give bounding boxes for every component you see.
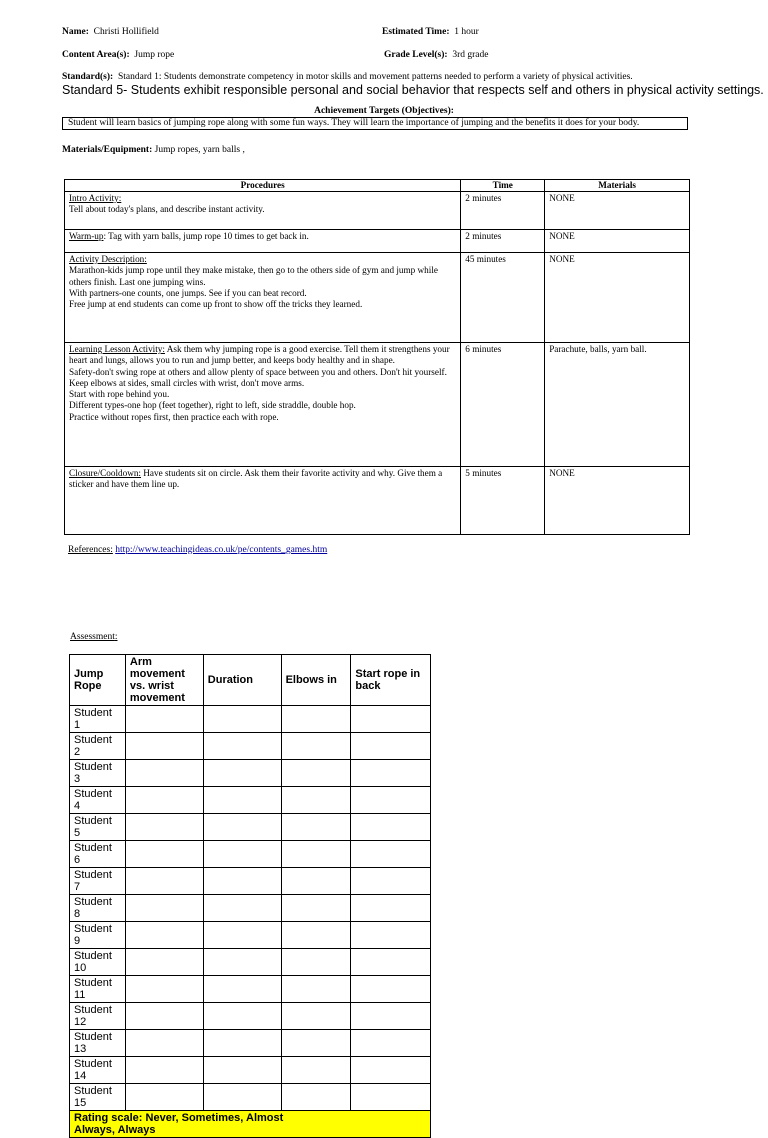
assessment-header-start-rope: Start rope in back (351, 655, 431, 706)
procedure-title: Warm-up (69, 231, 104, 241)
procedures-table (64, 179, 690, 535)
rating-cell[interactable] (203, 922, 281, 949)
rating-cell[interactable] (281, 922, 351, 949)
student-name: Student 3 (70, 760, 126, 787)
student-row (70, 976, 431, 1003)
assessment-header-duration: Duration (203, 655, 281, 706)
references-link[interactable]: http://www.teachingideas.co.uk/pe/contents_games.htm (115, 545, 328, 555)
student-name: Student 7 (70, 868, 126, 895)
procedure-row-warmup (65, 230, 690, 253)
procedure-title: Activity Description: (69, 254, 147, 264)
procedures-header: Procedures (65, 180, 461, 192)
procedure-text: Ask them why jumping rope is a good exercise. Tell them it strengthens your heart and lungs, allows you to run and jump better, and keeps body healthy and in shape. (69, 344, 450, 366)
rating-cell[interactable] (351, 1057, 431, 1084)
rating-cell[interactable] (351, 922, 431, 949)
student-row (70, 814, 431, 841)
student-row (70, 1030, 431, 1057)
rating-cell[interactable] (203, 706, 281, 733)
rating-cell[interactable] (125, 1003, 203, 1030)
time-header: Time (461, 180, 545, 192)
standards-line: Standard(s): Standard 1: Students demonstrate competency in motor skills and movement patterns needed to perform a variety of physical activities. (62, 72, 633, 82)
procedure-line: Tell about today's plans, and describe instant activity. (69, 204, 265, 215)
assessment-header-jump-rope: Jump Rope (70, 655, 126, 706)
rating-cell[interactable] (351, 760, 431, 787)
procedure-row-closure (65, 467, 690, 535)
procedure-line: Free jump at end students can come up front to show off the tricks they learned. (69, 299, 363, 310)
standard-1: Standard 1: Students demonstrate competency in motor skills and movement patterns needed to perform a variety of physical activities. (117, 72, 633, 82)
student-row (70, 841, 431, 868)
student-row (70, 760, 431, 787)
rating-cell[interactable] (281, 976, 351, 1003)
rating-cell[interactable] (351, 733, 431, 760)
rating-scale: Rating scale: Never, Sometimes, Almost Always, Always (70, 1111, 431, 1138)
student-row (70, 1003, 431, 1030)
procedure-text: Have students sit on circle. Ask them their favorite activity and why. Give them a sticker and have them line up. (69, 468, 443, 490)
rating-cell[interactable] (351, 706, 431, 733)
student-row (70, 787, 431, 814)
rating-cell[interactable] (351, 787, 431, 814)
rating-scale-row (70, 1111, 431, 1138)
rating-cell[interactable] (203, 1084, 281, 1111)
rating-cell[interactable] (125, 841, 203, 868)
rating-cell[interactable] (281, 787, 351, 814)
materials-cell: NONE (545, 253, 690, 343)
rating-cell[interactable] (125, 976, 203, 1003)
procedure-cell (65, 467, 461, 535)
time-cell: 5 minutes (461, 467, 545, 535)
procedure-cell (65, 343, 461, 467)
assessment-header-elbows-in: Elbows in (281, 655, 351, 706)
content-area-value: Jump rope (134, 50, 175, 60)
student-row (70, 922, 431, 949)
grade-level-label: Grade Level(s) (384, 50, 445, 60)
materials-label: Materials/Equipment (62, 145, 150, 155)
rating-cell[interactable] (351, 1003, 431, 1030)
rating-cell[interactable] (125, 949, 203, 976)
rating-cell[interactable] (125, 814, 203, 841)
standards-label: Standard(s) (62, 72, 111, 82)
student-name: Student 12 (70, 1003, 126, 1030)
rating-cell[interactable] (125, 1057, 203, 1084)
standard-5: Standard 5- Students exhibit responsible personal and social behavior that respects self and others in physical activity settings. (62, 83, 764, 97)
name-label: Name (62, 27, 86, 37)
student-name: Student 11 (70, 976, 126, 1003)
content-area-field: Content Area(s): Jump rope (62, 50, 175, 60)
rating-cell[interactable] (125, 1030, 203, 1057)
rating-cell[interactable] (125, 760, 203, 787)
assessment-header-arm-movement: Arm movement vs. wrist movement (125, 655, 203, 706)
procedure-cell (65, 230, 461, 253)
assessment-label: Assessment: (70, 632, 118, 642)
procedure-cell (65, 192, 461, 230)
materials-cell: NONE (545, 467, 690, 535)
time-value: 1 hour (454, 27, 479, 37)
rating-cell[interactable] (125, 787, 203, 814)
procedure-line: Different types-one hop (feet together), right to left, side straddle, double hop. (69, 400, 356, 411)
student-row (70, 895, 431, 922)
rating-cell[interactable] (281, 1084, 351, 1111)
procedure-line: Marathon-kids jump rope until they make mistake, then go to the others side of gym and jump while others finish. Last one jumping wins. (69, 265, 438, 287)
rating-cell[interactable] (125, 1084, 203, 1111)
procedure-line: With partners-one counts, one jumps. See if you can beat record. (69, 287, 307, 298)
rating-cell[interactable] (281, 949, 351, 976)
procedure-title: Intro Activity: (69, 193, 122, 203)
grade-level-value: 3rd grade (452, 50, 489, 60)
procedure-row-intro (65, 192, 690, 230)
rating-cell[interactable] (351, 895, 431, 922)
rating-cell[interactable] (125, 868, 203, 895)
rating-cell[interactable] (281, 733, 351, 760)
student-row (70, 1084, 431, 1111)
rating-cell[interactable] (203, 1003, 281, 1030)
rating-cell[interactable] (203, 976, 281, 1003)
rating-cell[interactable] (281, 1003, 351, 1030)
student-name: Student 15 (70, 1084, 126, 1111)
rating-cell[interactable] (203, 868, 281, 895)
materials-cell: Parachute, balls, yarn ball. (545, 343, 690, 467)
student-row (70, 733, 431, 760)
rating-cell[interactable] (203, 733, 281, 760)
grade-level-field: Grade Level(s): 3rd grade (384, 50, 489, 60)
procedure-row-activity (65, 253, 690, 343)
procedure-title: Learning Lesson Activity: (69, 344, 165, 354)
rating-cell[interactable] (281, 760, 351, 787)
time-cell: 2 minutes (461, 192, 545, 230)
time-label: Estimated Time (382, 27, 447, 37)
student-name: Student 8 (70, 895, 126, 922)
student-name: Student 13 (70, 1030, 126, 1057)
rating-cell[interactable] (351, 1030, 431, 1057)
student-name: Student 2 (70, 733, 126, 760)
procedure-text: : Tag with yarn balls, jump rope 10 times to get back in. (103, 231, 309, 241)
student-row (70, 868, 431, 895)
name-field: Name: Christi Hollifield (62, 27, 159, 37)
references (68, 545, 327, 555)
rating-cell[interactable] (351, 814, 431, 841)
rating-cell[interactable] (203, 949, 281, 976)
rating-cell[interactable] (125, 895, 203, 922)
rating-cell[interactable] (203, 841, 281, 868)
name-value: Christi Hollifield (93, 27, 159, 37)
references-label: References: (68, 545, 113, 555)
materials-header: Materials (545, 180, 690, 192)
procedure-row-learning (65, 343, 690, 467)
student-name: Student 5 (70, 814, 126, 841)
rating-cell[interactable] (203, 814, 281, 841)
procedure-line: Safety-don't swing rope at others and allow plenty of space between you and others. Don't hit yourself. (69, 366, 447, 377)
procedure-title: Closure/Cooldown: (69, 468, 141, 478)
rating-cell[interactable] (281, 895, 351, 922)
rating-cell[interactable] (281, 1057, 351, 1084)
procedure-line: Start with rope behind you. (69, 389, 170, 400)
student-row (70, 1057, 431, 1084)
rating-cell[interactable] (351, 949, 431, 976)
materials-value: Jump ropes, yarn balls , (154, 145, 245, 155)
time-cell: 6 minutes (461, 343, 545, 467)
rating-cell[interactable] (351, 868, 431, 895)
rating-cell[interactable] (203, 760, 281, 787)
materials-cell: NONE (545, 192, 690, 230)
rating-cell[interactable] (281, 1030, 351, 1057)
rating-cell[interactable] (351, 1084, 431, 1111)
rating-cell[interactable] (351, 841, 431, 868)
rating-cell[interactable] (203, 1057, 281, 1084)
student-name: Student 10 (70, 949, 126, 976)
rating-cell[interactable] (203, 1030, 281, 1057)
procedure-cell (65, 253, 461, 343)
time-field: Estimated Time: 1 hour (382, 27, 479, 37)
rating-cell[interactable] (351, 976, 431, 1003)
materials-line: Materials/Equipment: Jump ropes, yarn balls , (62, 145, 245, 155)
targets-title: Achievement Targets (Objectives): (314, 106, 454, 116)
student-name: Student 1 (70, 706, 126, 733)
assessment-header-row (70, 655, 431, 706)
assessment-body (70, 706, 431, 1111)
rating-cell[interactable] (281, 814, 351, 841)
targets-text: Student will learn basics of jumping rope along with some fun ways. They will learn the importance of jumping and the benefits it does for your body. (62, 117, 688, 130)
student-row (70, 706, 431, 733)
time-cell: 45 minutes (461, 253, 545, 343)
time-cell: 2 minutes (461, 230, 545, 253)
rating-cell[interactable] (125, 706, 203, 733)
rating-cell[interactable] (281, 841, 351, 868)
student-row (70, 949, 431, 976)
rating-cell[interactable] (125, 922, 203, 949)
procedure-line: Practice without ropes first, then practice each with rope. (69, 411, 279, 422)
assessment-table (69, 654, 431, 1138)
rating-cell[interactable] (281, 706, 351, 733)
rating-cell[interactable] (203, 787, 281, 814)
student-name: Student 14 (70, 1057, 126, 1084)
student-name: Student 4 (70, 787, 126, 814)
materials-cell: NONE (545, 230, 690, 253)
content-area-label: Content Area(s) (62, 50, 127, 60)
student-name: Student 9 (70, 922, 126, 949)
procedure-line: Keep elbows at sides, small circles with wrist, don't move arms. (69, 377, 305, 388)
student-name: Student 6 (70, 841, 126, 868)
rating-cell[interactable] (125, 733, 203, 760)
procedures-header-row (65, 180, 690, 192)
rating-cell[interactable] (203, 895, 281, 922)
rating-cell[interactable] (281, 868, 351, 895)
